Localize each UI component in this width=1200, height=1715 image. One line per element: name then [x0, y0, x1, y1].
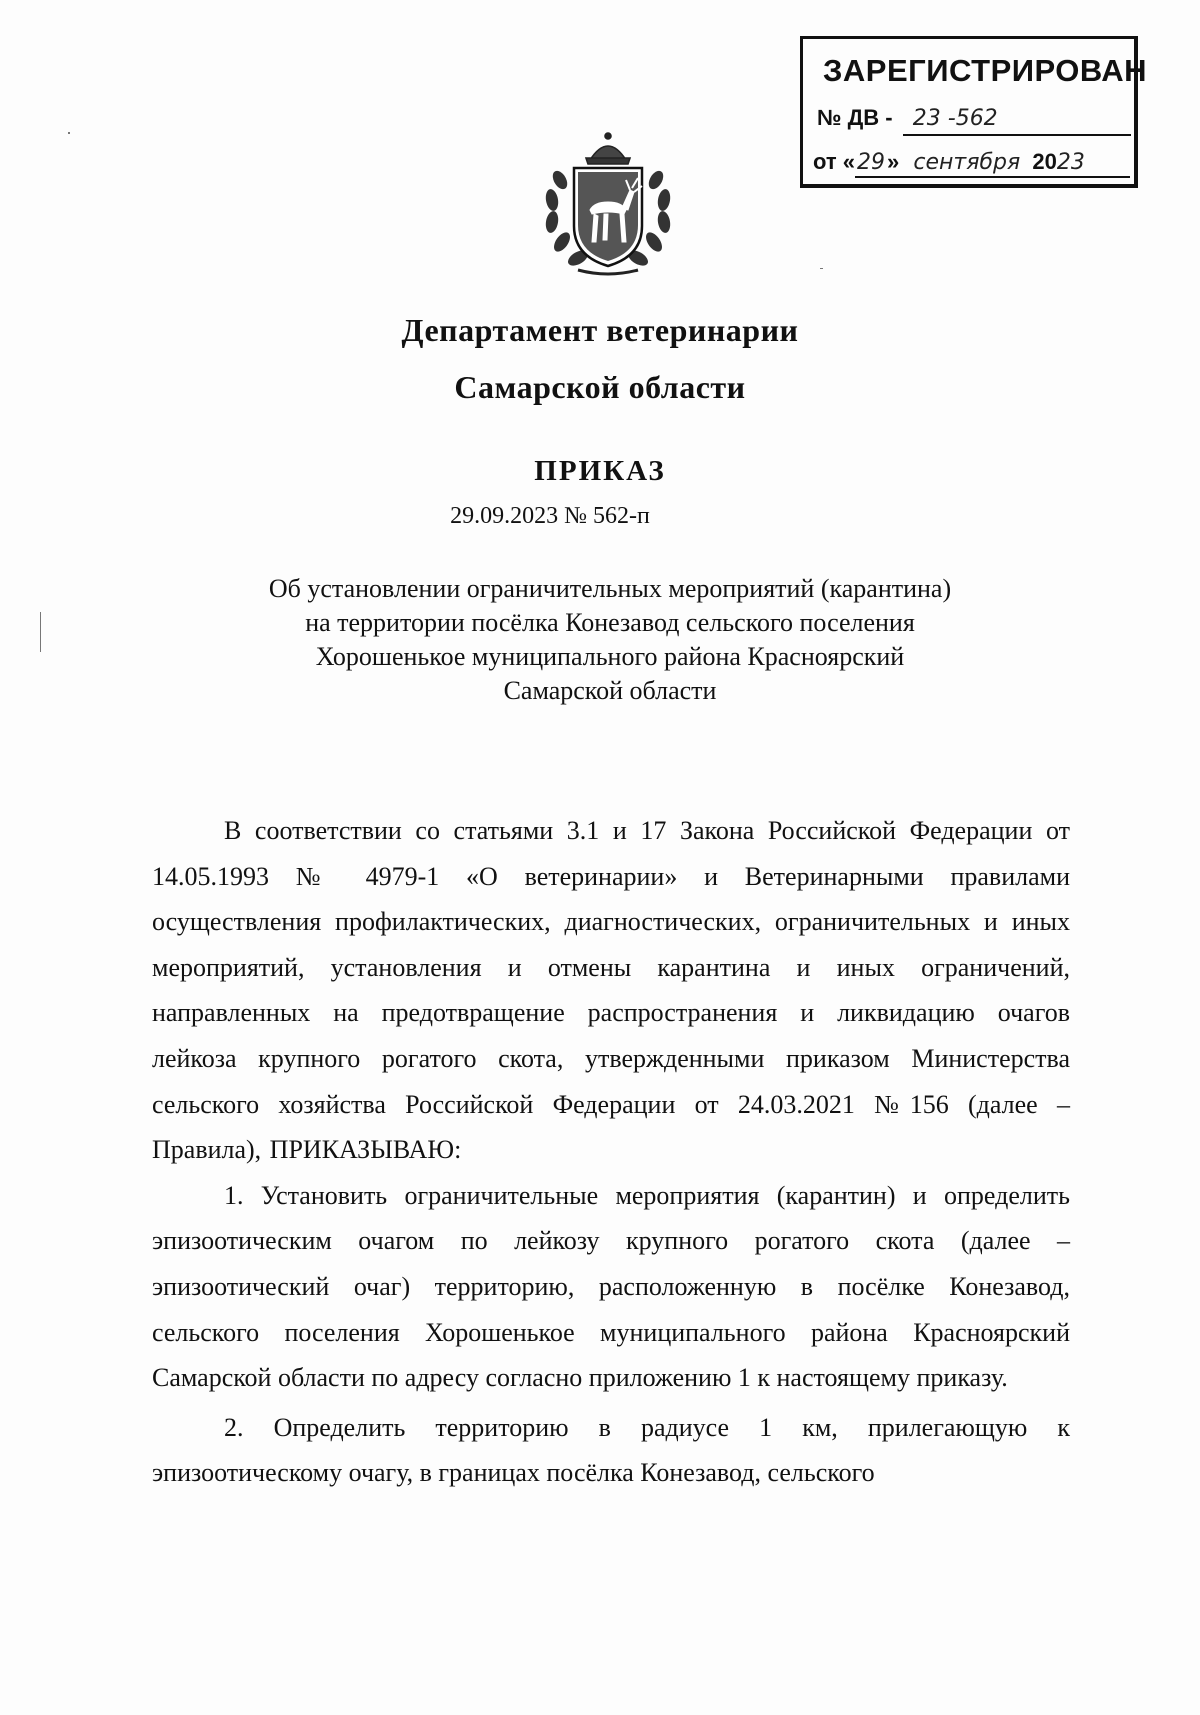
- stamp-date-month: сентября: [913, 150, 1021, 175]
- subject-line: Хорошенькое муниципального района Красноярский: [315, 642, 905, 671]
- stamp-date-underline: [855, 176, 1130, 178]
- stamp-date-sep: »: [887, 149, 900, 174]
- scan-artifact: [40, 612, 41, 652]
- document-subject: [160, 572, 1060, 708]
- subject-line: на территории посёлка Конезавод сельского поселения: [305, 608, 915, 637]
- registration-stamp: [800, 36, 1148, 188]
- stamp-date-year-prefix: 20: [1032, 149, 1057, 174]
- document-type: ПРИКАЗ: [534, 455, 666, 487]
- department-name-line1: Департамент ветеринарии: [401, 312, 799, 348]
- item-1-paragraph: 1. Установить ограничительные мероприятия (карантин) и определить эпизоотическим очагом по лейкозу крупного рогатого скота (далее – эпизоотический очаг) территорию, расположенную в посёлке Конезавод, сельского поселения Хорошенькое муниципального района Красноярский Самарской области по адресу согласно приложению 1 к настоящему приказу.: [152, 1180, 1070, 1393]
- subject-line: Об установлении ограничительных мероприятий (карантина): [268, 574, 952, 603]
- item-2-paragraph: 2. Определить территорию в радиусе 1 км, прилегающую к эпизоотическому очагу, в границах посёлка Конезавод, сельского: [152, 1412, 1070, 1488]
- subject-line: Самарской области: [503, 676, 717, 705]
- document-body: [152, 808, 1070, 1496]
- preamble-paragraph: В соответствии со статьями 3.1 и 17 Закона Российской Федерации от 14.05.1993 № 4979-1 «О ветеринарии» и Ветеринарными правилами осуществления профилактических, диагностических, ограничительных и иных мероприятий, установления и отмены карантина и иных ограничений, направленных на предотвращение распространения и ликвидацию очагов лейкоза крупного рогатого скота, утвержденными приказом Министерства сельского хозяйства Российской Федерации от 24.03.2021 №156 (далее – Правила), ПРИКАЗЫВАЮ:: [152, 816, 1070, 1165]
- samara-coat-of-arms-icon: [538, 130, 678, 280]
- stamp-number-line: [817, 105, 998, 131]
- scan-artifact: [68, 132, 70, 134]
- stamp-date-year-suffix: 23: [1056, 150, 1085, 175]
- stamp-date-prefix: от «: [813, 149, 856, 174]
- stamp-number-value: 23 -562: [912, 106, 998, 131]
- stamp-date-line: [813, 149, 1085, 175]
- document-date-number: 29.09.2023 № 562-п: [450, 503, 650, 529]
- stamp-title: ЗАРЕГИСТРИРОВАН: [823, 53, 1148, 88]
- stamp-number-prefix: № ДВ -: [817, 105, 893, 130]
- stamp-number-underline: [903, 134, 1131, 136]
- scan-artifact: [820, 268, 823, 269]
- stamp-date-day: 29: [857, 150, 886, 175]
- department-name-line2: Самарской области: [454, 369, 746, 405]
